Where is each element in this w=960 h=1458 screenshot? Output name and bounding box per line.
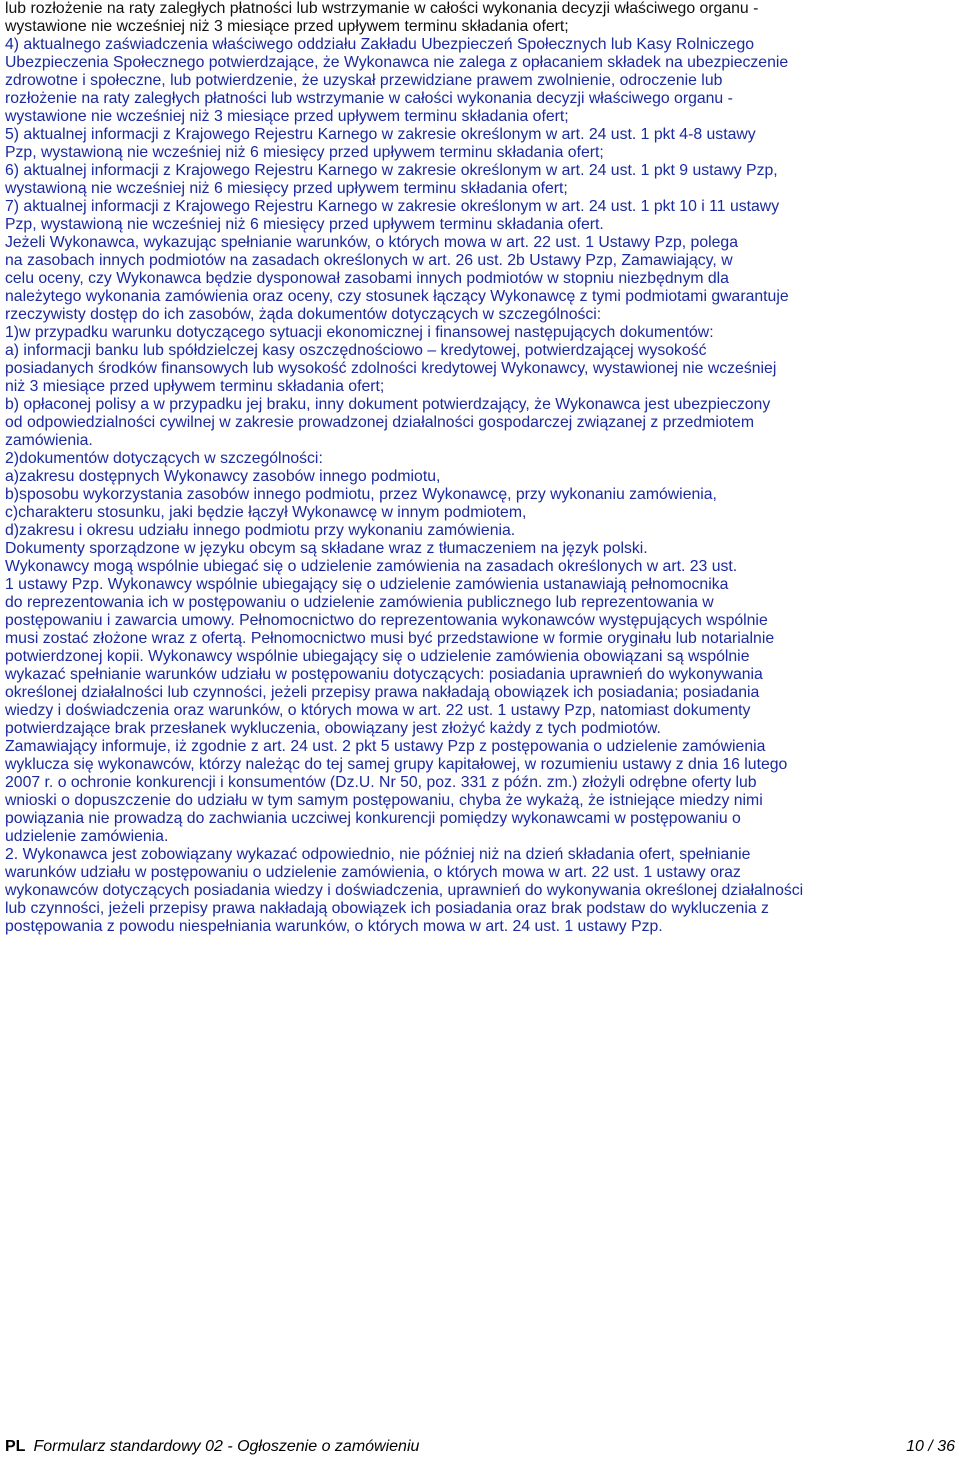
text-line: wnioski o dopuszczenie do udziału w tym samym postępowaniu, chyba że wykażą, że istniejące miedzy nimi: [5, 792, 763, 809]
text-line: a)zakresu dostępnych Wykonawcy zasobów innego podmiotu,: [5, 468, 441, 485]
text-line: 2007 r. o ochronie konkurencji i konsumentów (Dz.U. Nr 50, poz. 331 z późn. zm.) złożyli odrębne oferty lub: [5, 774, 757, 791]
text-line: zdrowotne i społeczne, lub potwierdzenie, że uzyskał przewidziane prawem zwolnienie, odroczenie lub: [5, 72, 723, 89]
text-line: musi zostać złożone wraz z ofertą. Pełnomocnictwo musi być przedstawione w formie oryginału lub notarialnie: [5, 630, 775, 647]
text-line: Dokumenty sporządzone w języku obcym są składane wraz z tłumaczeniem na język polski.: [5, 540, 648, 557]
page-footer: [5, 1437, 955, 1457]
text-line: 4) aktualnego zaświadczenia właściwego oddziału Zakładu Ubezpieczeń Społecznych lub Kasy Rolniczego: [5, 36, 755, 53]
text-line: rozłożenie na raty zaległych płatności lub wstrzymanie w całości wykonania decyzji właściwego organu -: [5, 90, 733, 107]
text-line: celu oceny, czy Wykonawca będzie dysponował zasobami innych podmiotów w stopniu niezbędnym dla: [5, 270, 729, 287]
text-line: 5) aktualnej informacji z Krajowego Rejestru Karnego w zakresie określonym w art. 24 ust. 1 pkt 4-8 ustawy: [5, 126, 756, 143]
text-line: 6) aktualnej informacji z Krajowego Rejestru Karnego w zakresie określonym w art. 24 ust. 1 pkt 9 ustawy Pzp,: [5, 162, 778, 179]
paragraph: [5, 36, 955, 936]
text-line: określonej działalności lub czynności, jeżeli przepisy prawa nakładają obowiązek ich posiadania; posiadania: [5, 684, 760, 701]
text-line: Wykonawcy mogą wspólnie ubiegać się o udzielenie zamówienia na zasadach określonych w art. 23 ust.: [5, 558, 738, 575]
text-line: 1 ustawy Pzp. Wykonawcy wspólnie ubiegający się o udzielenie zamówienia ustanawiają pełnomocnika: [5, 576, 729, 593]
text-line: lub czynności, jeżeli przepisy prawa nakładają obowiązek ich posiadania oraz brak podstaw do wykluczenia z: [5, 900, 769, 917]
paragraph: [5, 0, 955, 36]
text-line: postępowania z powodu niespełniania warunków, o których mowa w art. 24 ust. 1 ustawy Pzp.: [5, 918, 663, 935]
text-line: b)sposobu wykorzystania zasobów innego podmiotu, przez Wykonawcę, przy wykonaniu zamówienia,: [5, 486, 717, 503]
text-line: 1)w przypadku warunku dotyczącego sytuacji ekonomicznej i finansowej następujących dokumentów:: [5, 324, 714, 341]
text-line: zamówienia.: [5, 432, 93, 449]
text-line: postępowaniu i zawarcia umowy. Pełnomocnictwo do reprezentowania wykonawców występujących wspólnie: [5, 612, 768, 629]
text-line: d)zakresu i okresu udziału innego podmiotu przy wykonaniu zamówienia.: [5, 522, 516, 539]
text-line: lub rozłożenie na raty zaległych płatności lub wstrzymanie w całości wykonania decyzji właściwego organu -: [5, 0, 759, 17]
text-line: potwierdzające brak przesłanek wykluczenia, obowiązany jest złożyć każdy z tych podmiotów.: [5, 720, 661, 737]
text-line: wystawione nie wcześniej niż 3 miesiące przed upływem terminu składania ofert;: [5, 18, 569, 35]
text-line: 2. Wykonawca jest zobowiązany wykazać odpowiednio, nie później niż na dzień składania ofert, spełnianie: [5, 846, 751, 863]
text-line: Pzp, wystawioną nie wcześniej niż 6 miesięcy przed upływem terminu składania ofert.: [5, 216, 604, 233]
text-line: Ubezpieczenia Społecznego potwierdzające, że Wykonawca nie zalega z opłacaniem składek na ubezpieczenie: [5, 54, 789, 71]
text-line: a) informacji banku lub spółdzielczej kasy oszczędnościowo – kredytowej, potwierdzającej wysokość: [5, 342, 707, 359]
text-line: b) opłaconej polisy a w przypadku jej braku, inny dokument potwierdzający, że Wykonawca jest ubezpieczony: [5, 396, 771, 413]
text-line: Zamawiający informuje, iż zgodnie z art. 24 ust. 2 pkt 5 ustawy Pzp z postępowania o udzielenie zamówienia: [5, 738, 766, 755]
text-line: rzeczywisty dostęp do ich zasobów, żąda dokumentów dotyczących w szczególności:: [5, 306, 602, 323]
document-body: [5, 0, 955, 936]
text-line: 2)dokumentów dotyczących w szczególności:: [5, 450, 323, 467]
text-line: do reprezentowania ich w postępowaniu o udzielenie zamówienia publicznego lub reprezentowania w: [5, 594, 714, 611]
text-line: na zasobach innych podmiotów na zasadach określonych w art. 26 ust. 2b Ustawy Pzp, Zamawiający, w: [5, 252, 733, 269]
text-line: warunków udziału w postępowaniu o udzielenie zamówienia, o których mowa w art. 22 ust. 1 ustawy oraz: [5, 864, 741, 881]
text-line: od odpowiedzialności cywilnej w zakresie prowadzonej działalności gospodarczej związanej z przedmiotem: [5, 414, 754, 431]
text-line: wykonawców dotyczących posiadania wiedzy i doświadczenia, uprawnień do wykonywania określonej działalności: [5, 882, 804, 899]
text-line: wystawione nie wcześniej niż 3 miesiące przed upływem terminu składania ofert;: [5, 108, 569, 125]
text-line: udzielenie zamówienia.: [5, 828, 169, 845]
text-line: powiązania nie prowadzą do zachwiania uczciwej konkurencji pomiędzy wykonawcami w postępowaniu o: [5, 810, 741, 827]
language-code: PL: [5, 1438, 26, 1455]
page-number: 10 / 36: [906, 1438, 955, 1455]
form-name: Formularz standardowy 02 - Ogłoszenie o zamówieniu: [33, 1438, 420, 1455]
text-line: wiedzy i doświadczenia oraz warunków, o których mowa w art. 22 ust. 1 ustawy Pzp, natomiast dokumenty: [5, 702, 751, 719]
text-line: Jeżeli Wykonawca, wykazując spełnianie warunków, o których mowa w art. 22 ust. 1 Ustawy Pzp, polega: [5, 234, 738, 251]
text-line: potwierdzonej kopii. Wykonawcy wspólnie ubiegający się o udzielenie zamówienia obowiązani są wspólnie: [5, 648, 750, 665]
text-line: niż 3 miesiące przed upływem terminu składania ofert;: [5, 378, 385, 395]
text-line: 7) aktualnej informacji z Krajowego Rejestru Karnego w zakresie określonym w art. 24 ust. 1 pkt 10 i 11 ustawy: [5, 198, 780, 215]
text-line: Pzp, wystawioną nie wcześniej niż 6 miesięcy przed upływem terminu składania ofert;: [5, 144, 604, 161]
text-line: wykazać spełnianie warunków udziału w postępowaniu dotyczących: posiadania uprawnień do wykonywania: [5, 666, 763, 683]
text-line: posiadanych środków finansowych lub wysokość zdolności kredytowej Wykonawcy, wystawionej nie wcześniej: [5, 360, 777, 377]
text-line: wystawioną nie wcześniej niż 6 miesięcy przed upływem terminu składania ofert;: [5, 180, 568, 197]
text-line: wyklucza się wykonawców, którzy należąc do tej samej grupy kapitałowej, w rozumieniu ustawy z dnia 16 lutego: [5, 756, 788, 773]
text-line: c)charakteru stosunku, jaki będzie łączył Wykonawcę w innym podmiotem,: [5, 504, 527, 521]
text-line: należytego wykonania zamówienia oraz oceny, czy stosunek łączący Wykonawcę z tymi podmiotami gwarantuje: [5, 288, 789, 305]
footer-left: [5, 1437, 419, 1457]
